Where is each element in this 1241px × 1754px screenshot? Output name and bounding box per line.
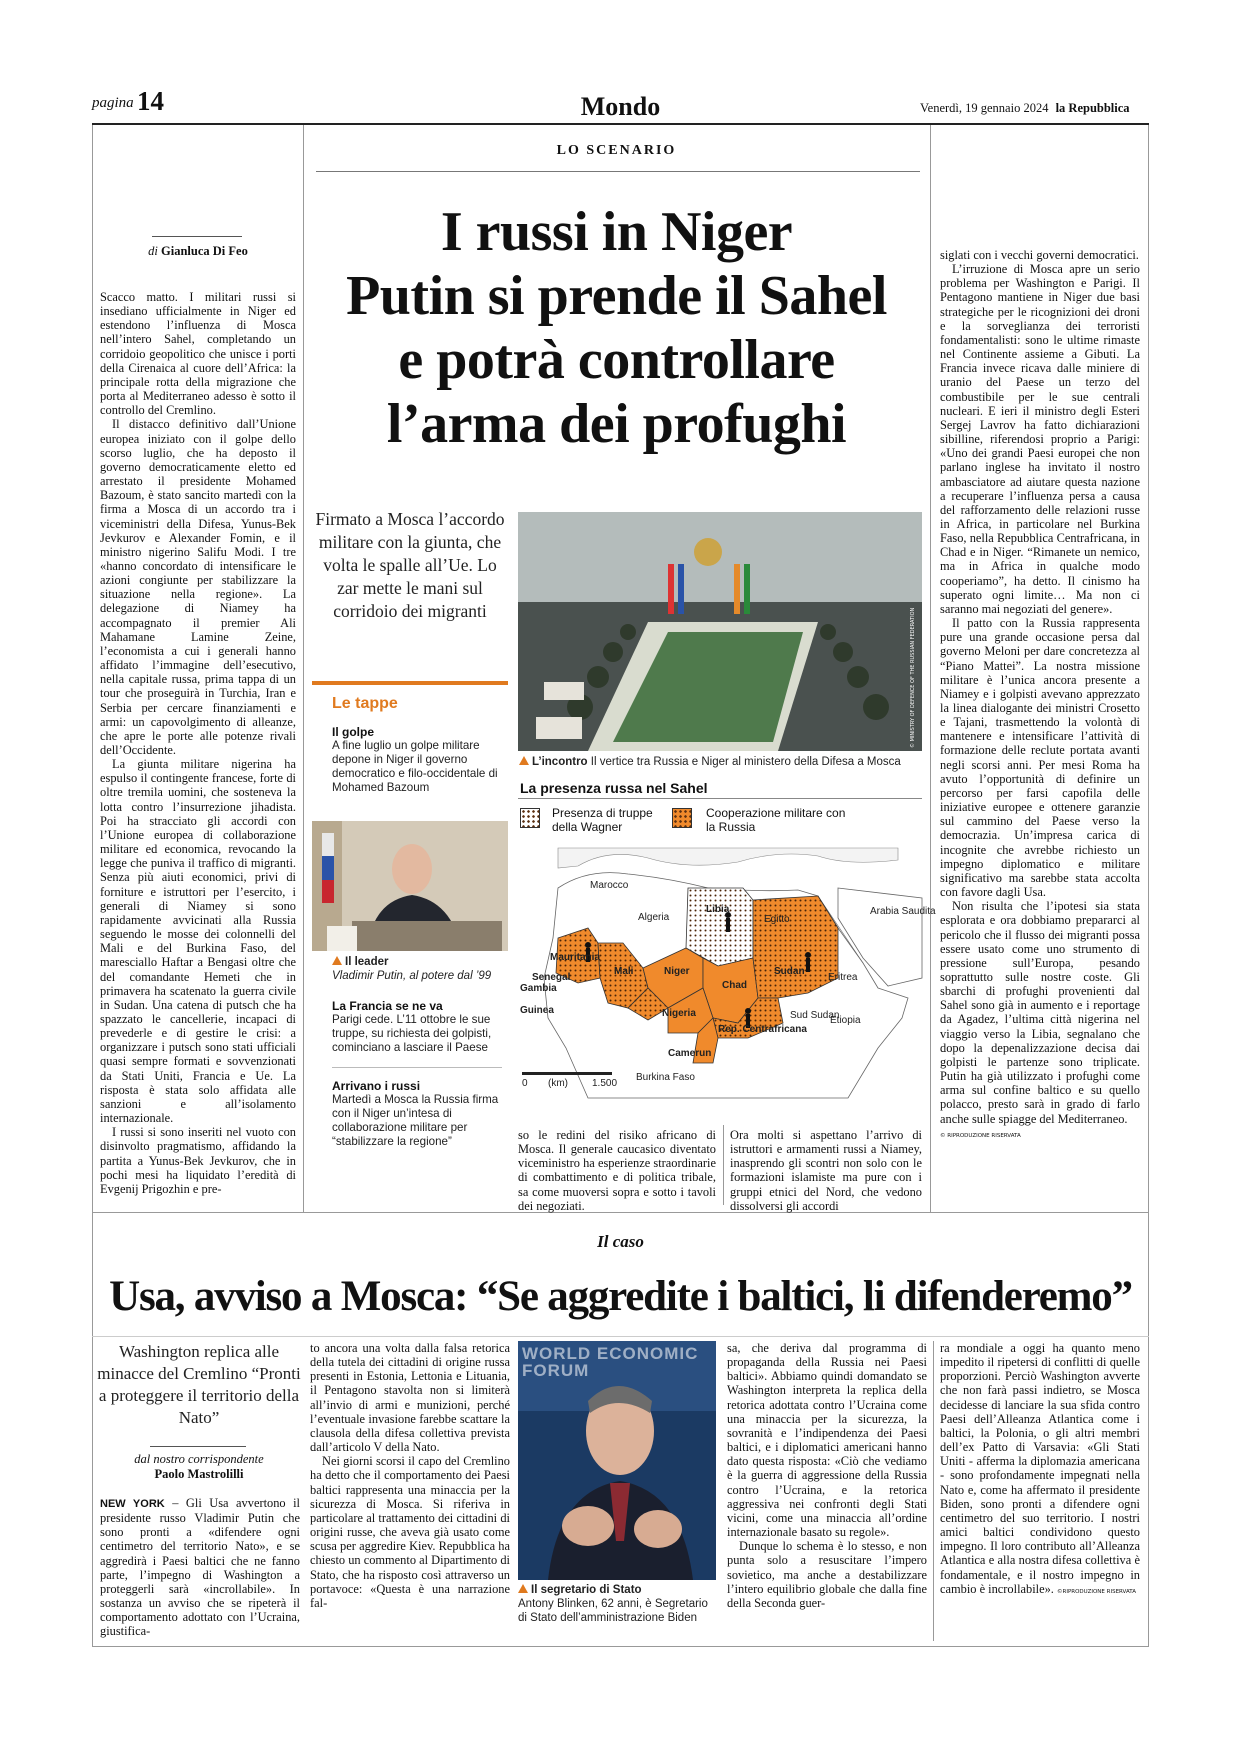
case-summary: Washington replica alle minacce del Cremlino “Pronti a proteggere il territorio della Nato” bbox=[97, 1342, 301, 1427]
caption-arrow-icon bbox=[332, 956, 342, 965]
byline: di Gianluca Di Feo bbox=[148, 244, 248, 258]
meeting-photo-art bbox=[518, 512, 922, 751]
map-title: La presenza russa nel Sahel bbox=[520, 780, 708, 796]
map-scale-zero: 0 bbox=[522, 1078, 528, 1089]
blinken-photo bbox=[518, 1341, 716, 1580]
rule-bottom bbox=[92, 1646, 1149, 1647]
map-label: Sudan bbox=[774, 966, 805, 977]
legend-coop-label: Cooperazione militare con la Russia bbox=[706, 806, 846, 834]
map-label: Mali bbox=[614, 966, 634, 977]
article2-col2: to ancora una volta dalla falsa retorica della tutela dei cittadini di origine russa presenti in Estonia, Lettonia e Lituania, il Pentagono stavolta non si limiterà all’invio di armi e munizioni, perché l’eventuale invasione farebbe scattare la clausola della difesa collettiva prevista dall’articolo V della Nato. Nei giorni scorsi il capo del Cremlino ha detto che il comportamento dei Paesi baltici rappresenta una minaccia per la sicurezza di Mosca. Si riferiva in particolare al trattamento dei cittadini di origini russe, che aveva già usato come scusa per aggredire Kiev. Repubblica ha chiesto un commento al Dipartimento di Stato, che ha risposto così attraverso un portavoce: «Questa è una narrazione fal- bbox=[310, 1341, 510, 1610]
legend-wagner-label: Presenza di truppe della Wagner bbox=[552, 806, 653, 834]
tappa-title: Arrivano i russi bbox=[332, 1079, 421, 1093]
case-byline: dal nostro corrispondente Paolo Mastrolilli bbox=[134, 1452, 264, 1481]
caption-arrow-icon bbox=[518, 1584, 528, 1593]
headline-line: Putin si prende il Sahel bbox=[346, 265, 887, 327]
repro-note: ©RIPRODUZIONE RISERVATA bbox=[1057, 1588, 1137, 1595]
case-headline-rule bbox=[92, 1336, 1149, 1337]
masthead: la Repubblica bbox=[1055, 101, 1130, 115]
page-label: pagina bbox=[92, 95, 134, 111]
article2-col4: ra mondiale a oggi ha quanto meno impedito il ripetersi di conflitti di quelle proporzioni. Perciò Washington avverte che non farà passi indietro, se Mosca decidesse di lanciare la sua sfida contro Paesi dell’Alleanza Atlantica come i baltici, la Polonia, o gli altri membri dell’ex Patto di Varsavia: «Gli Stati Uniti - afferma la diplomazia americana - sono profondamente impegnati nella Nato e, come ha affermato il presidente Biden, sono pronti a difendere ogni centimetro del suo territorio. I nostri amici baltici condividono questo impegno. Il loro contributo all’Alleanza Atlantica e alla nostra difesa collettiva è fondamentale, e il nostro impegno in cambio è incrollabile». ©RIPRODUZIONE RISERVATA bbox=[940, 1341, 1140, 1596]
headline-line: e potrà controllare bbox=[398, 329, 835, 391]
byline-rule bbox=[152, 236, 242, 237]
map-label: Egitto bbox=[764, 914, 790, 925]
sahel-map bbox=[518, 848, 936, 1098]
legend-wagner-swatch bbox=[520, 808, 540, 828]
tappa-title: Il golpe bbox=[332, 725, 374, 739]
meeting-photo bbox=[518, 512, 922, 751]
headline-line: I russi in Niger bbox=[440, 201, 793, 263]
summary: Firmato a Mosca l’accordo militare con la giunta, che volta le spalle all’Ue. Lo zar mette le mani sul corridoio dei migranti bbox=[315, 509, 505, 621]
map-label: Arabia Saudita bbox=[870, 906, 936, 917]
map-label: Gambia bbox=[520, 983, 557, 994]
map-label: Etiopia bbox=[830, 1015, 861, 1026]
map-title-rule bbox=[518, 798, 922, 799]
wef-backdrop-text: WORLD ECONOMIC FORUM bbox=[522, 1344, 699, 1380]
article2-col1: NEW YORK – Gli Usa avvertono il presidente russo Vladimir Putin che sono pronti a «difendere ogni centimetro del territorio Nato», e se aggredirà i Paesi baltici che ne fanno parte, l’impegno di Washington a proteggerli sarà «incrollabile». In sostanza un avviso che se ripeterà il comportamento adottato con l’Ucraina, giustifica- bbox=[100, 1496, 300, 1639]
rule-col5 bbox=[930, 125, 931, 1212]
headline bbox=[303, 200, 930, 456]
rule-case-col4 bbox=[933, 1341, 934, 1641]
map-label: Libia bbox=[706, 904, 730, 915]
map-label: Chad bbox=[722, 980, 747, 991]
rule-left bbox=[92, 125, 93, 1646]
tappe-title: Le tappe bbox=[332, 695, 398, 712]
rule-col3-4 bbox=[723, 1125, 724, 1205]
case-headline: Usa, avviso a Mosca: “Se aggredite i baltici, li difenderemo” bbox=[109, 1273, 1132, 1320]
putin-photo bbox=[312, 821, 508, 951]
map-label: Burkina Faso bbox=[636, 1072, 695, 1083]
sahel-map-art bbox=[518, 848, 936, 1098]
page-number: 14 bbox=[137, 86, 164, 116]
tappe-box bbox=[312, 681, 508, 1201]
case-byline-rule bbox=[150, 1446, 246, 1447]
map-label: Nigeria bbox=[662, 1008, 696, 1019]
map-label: Sud Sudan bbox=[790, 1010, 840, 1021]
tappa-text: Parigi cede. L’11 ottobre le sue truppe, su richiesta dei golpisti, cominciano a lasciare il Paese bbox=[332, 1013, 492, 1054]
kicker-rule bbox=[316, 171, 920, 172]
meeting-caption: L’incontro Il vertice tra Russia e Niger al ministero della Difesa a Mosca bbox=[519, 755, 923, 769]
case-kicker: Il caso bbox=[597, 1232, 644, 1251]
article2-col3: sa, che deriva dal programma di propaganda della Russia nei Paesi baltici». Abbiamo quindi domandato se Washington interpreta la replica della retorica adottata contro l’Ucraina come una minaccia per la sicurezza, la sovranità e l’indipendenza dei Paesi baltici, e i diplomatici americani hanno dato questa risposta: «Ciò che vediamo è la guerra di aggressione della Russia contro l’Ucraina, e la retorica aggressiva nei confronti degli Stati vicini, come una minaccia all’ordine internazionale basato su regole». Dunque lo schema è lo stesso, e non punta solo a resuscitare l’impero sovietico, ma anche a destabilizzare l’intero equilibrio globale che dalla fine della Seconda guer- bbox=[727, 1341, 927, 1610]
map-legend bbox=[520, 806, 920, 842]
map-label: Guinea bbox=[520, 1005, 554, 1016]
header-rule bbox=[92, 123, 1149, 125]
kicker: LO SCENARIO bbox=[556, 143, 677, 158]
tappe-rule bbox=[312, 681, 508, 685]
map-label: Rep. Centrafricana bbox=[718, 1024, 807, 1035]
map-label: Algeria bbox=[638, 912, 670, 923]
caption-arrow-icon bbox=[519, 756, 529, 765]
map-label: Niger bbox=[664, 966, 690, 977]
photo-credit: © MINISTRY OF DEFENCE OF THE RUSSIAN FEDERATION bbox=[910, 607, 916, 748]
map-label: Eritrea bbox=[828, 972, 858, 983]
putin-photo-art bbox=[312, 821, 508, 951]
map-label: Mauritania bbox=[550, 952, 601, 963]
article1-col1: Scacco matto. I militari russi si insediano ufficialmente in Niger ed estendono l’influenza di Mosca nell’intero Sahel, completando un corridoio geopolitico che unisce i porti della Cirenaica al cuore dell’Africa: la principale rotta della migrazione che porta al Mediterraneo adesso è sotto il controllo del Cremlino. Il distacco definitivo dall’Unione europea iniziato con il golpe dello scorso luglio, che ha deposto il governo democraticamente eletto ed arrestato il presidente Mohamed Bazoum, è stato sancito martedì con la firma a Mosca di un accordo tra i viceministri della Difesa, Yunus-Bek Jevkurov e Alexander Fomin, e il ministro nigerino Salifu Modi. I tre «hanno concordato di intensificare le azioni congiunte per stabilizzare la situazione nella regione». La delegazione di Niamey ha accompagnato il premier Ali Mahamane Lamine Zeine, l’economista a cui i generali hanno affidato l’immagine dell’esecutivo, nella capitale russa, prima tappa di un tour che proseguirà in Turchia, Iran e Serbia per cercare finanziamenti e armi: un capovolgimento di alleanze, che apre le porte alle potenze rivali dell’Occidente. La giunta militare nigerina ha espulso il contingente francese, forte di oltre tremila uomini, che sosteneva la lotta contro l’insurrezione jihadista. Poi ha stracciato gli accordi con l’Unione europea di collaborazione militare ed economica, revocando la legge che puniva il traffico di migranti. Senza più aiuti economici, privi di forniture e istruttori per l’esercito, i generali di Niamey si sono rapidamente avvicinati alla Russia seguendo le mosse dei colonnelli del Mali e del Burkina Faso, del maresciallo Haftar a Bengasi oltre che del comandante Hemeti che in primavera ha scatenato la guerra civile in Sudan. Una catena di putsch che ha spazzato le cancellerie, incapaci di prevederle e di gestire le crisi: a organizzare i putsch sono stati ufficiali quasi sempre formati e sovvenzionati da Stati Uniti, Francia e Ue. La risposta è stata solo affidata alle sanzioni e all’isolamento internazionale. I russi si sono inseriti nel vuoto con disinvolto pragmatismo, affidando la partita a Yunus-Bek Jevkurov, che in pochi mesi ha liquidato l’eredità di Evgenij Prigozhin e pre- bbox=[100, 290, 296, 1196]
rule-right bbox=[1148, 125, 1149, 1646]
map-label: Senegal bbox=[532, 972, 571, 983]
article1-col4: Ora molti si aspettano l’arrivo di istruttori e armamenti russi a Niamey, inasprendo gli scontri non solo con le formazioni islamiste ma pure con i gruppi etnici del Nord, che vedono dissolversi gli accordi bbox=[730, 1128, 922, 1213]
map-label: Camerun bbox=[668, 1048, 712, 1059]
tappa-title: La Francia se ne va bbox=[332, 999, 443, 1013]
dateline: NEW YORK bbox=[100, 1498, 165, 1510]
legend-coop-swatch bbox=[672, 808, 692, 828]
section-title: Mondo bbox=[580, 92, 661, 121]
map-label: Marocco bbox=[590, 880, 629, 891]
blinken-caption: Il segretario di Stato Antony Blinken, 62 anni, è Segretario di Stato dell’amministrazione Biden bbox=[518, 1584, 708, 1624]
map-scale-unit: (km) bbox=[548, 1078, 568, 1089]
map-scale-max: 1.500 bbox=[592, 1078, 618, 1089]
headline-line: l’arma dei profughi bbox=[386, 393, 847, 455]
header-date: Venerdì, 19 gennaio 2024 la Repubblica bbox=[920, 101, 1130, 115]
article1-col3: so le redini del risiko africano di Mosca. Il generale caucasico diventato viceministro ha esperienze straordinarie di combattimento e di politica tribale, sa come muoversi sopra e sotto i tavoli dei negoziati. bbox=[518, 1128, 716, 1213]
repro-note: © RIPRODUZIONE RISERVATA bbox=[940, 1132, 1021, 1139]
leader-caption: Il leader Vladimir Putin, al potere dal ’99 bbox=[332, 956, 492, 982]
tappa-divider bbox=[332, 1067, 502, 1068]
tappa-text: A fine luglio un golpe militare depone in Niger il governo democratico e filo-occidentale di Mohamed Bazoum bbox=[332, 739, 498, 794]
article1-col5: siglati con i vecchi governi democratici. L’irruzione di Mosca apre un serio problema per Washington e Parigi. Il Pentagono mantiene in Niger due basi strategiche per le ricognizioni dei droni e la sorveglianza dei terroristi fondamentalisti: sono le ultime rimaste nel Continente assieme a Gibuti. La Francia invece ricava dalle miniere di uranio del Paese un terzo del combustibile per le sue centrali nucleari. E ieri il ministro degli Esteri Sergej Lavrov ha fatto dichiarazioni sibilline, riferendosi proprio a Parigi: «Uno dei grandi Paesi europei che non parlano inglese ha invitato il nostro ambasciatore ad aiutare questa nazione a recuperare l’influenza persa a causa del rafforzamento delle relazioni russe in Africa, in particolare nel Burkina Faso, nella Repubblica Centrafricana, in Chad e in Niger. “Rimanete un nemico, ma in Africa in qualche modo cooperiamo”, ha detto. Il cinismo ha superato ogni limite… Ma non ci saranno mai negoziati del genere». Il patto con la Russia rappresenta pure una grande occasione persa dal governo Meloni per dare concretezza al “Piano Mattei”. La nostra missione militare è l’unica ancora presente a Niamey e i golpisti avevano apprezzato la linea dialogante dei ministri Crosetto e Tajani, trasmettendo la volontà di mantenere e intensificare l’attività di formazione delle reclute portata avanti negli scorsi anni. Per mesi Roma ha avuto l’opportunità di definire un percorso per farsi capofila delle iniziative europee e ottenere garanzie sul cammino del Paese verso la democrazia. Un’impresa carica di incognite che avrebbe richiesto un impegno diplomatico e militare significativo ma sarebbe stata accolta con favore dagli Usa. Non risulta che l’ipotesi sia stata esplorata e ora dobbiamo prepararci al pericolo che il flusso dei migranti possa essere usato come uno strumento di pressione sull’Europa, pesando soprattutto sulle nostre coste. Gli sbarchi di profughi provenienti dal Sahel sono già in aumento e i reportage da Agadez, l’ultima città nigerina nel viaggio verso la Libia, segnalano che dopo la depenalizzazione decisa dai golpisti le partenze sono triplicate. Putin ha già utilizzato i profughi come arma sul confine baltico e su quello polacco, presto sarà in grado di farlo anche sulle spiagge del Mediterraneo. © RIPRODUZIONE RISERVATA bbox=[940, 248, 1140, 1139]
tappa-text: Martedì a Mosca la Russia firma con il Niger un’intesa di collaborazione militare per “stabilizzare la regione” bbox=[332, 1093, 499, 1148]
